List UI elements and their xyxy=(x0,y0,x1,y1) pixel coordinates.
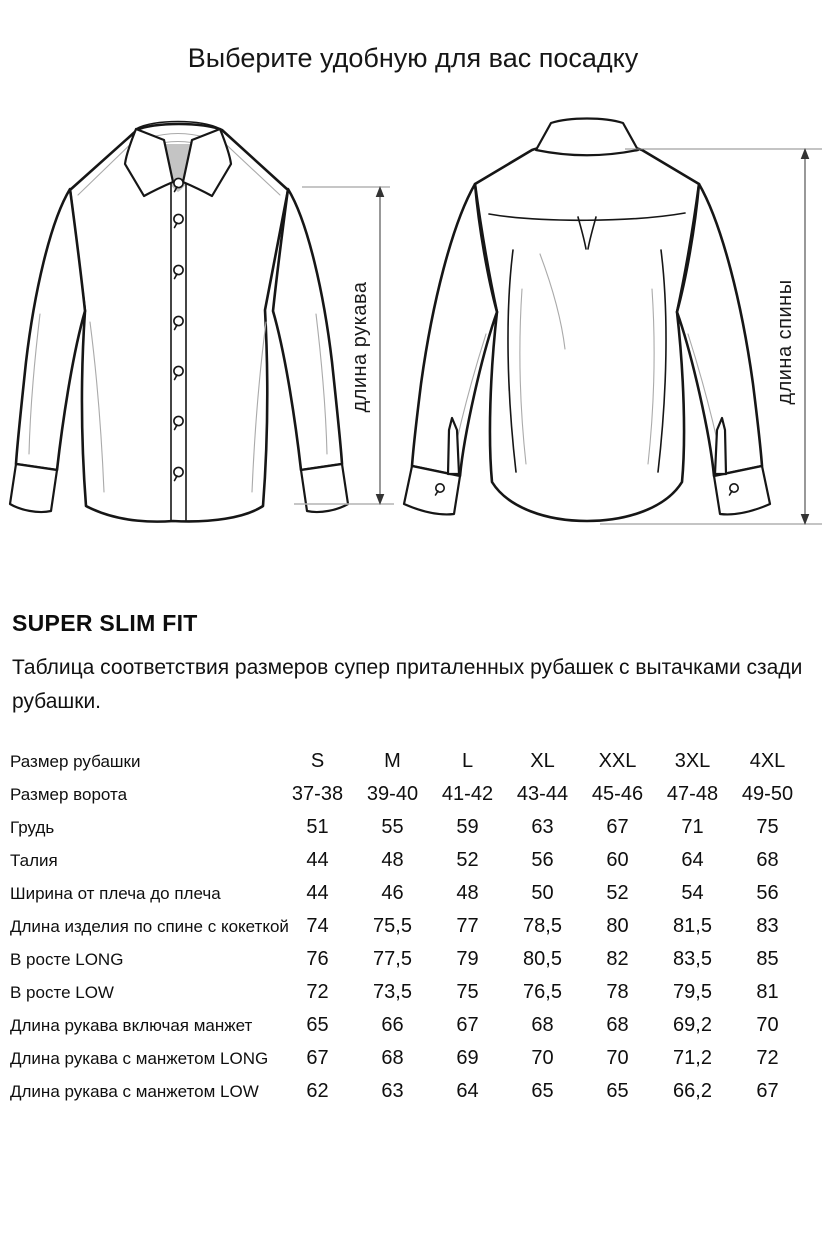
cell-value: 68 xyxy=(756,849,779,871)
cell-value: 65 xyxy=(531,1080,554,1102)
back-left-cuff-button xyxy=(436,484,444,492)
cell-value: 75,5 xyxy=(373,915,412,937)
back-length-label: длина спины xyxy=(774,279,796,405)
cell-value: 78,5 xyxy=(523,915,562,937)
row-label: Размер рубашки xyxy=(10,751,141,771)
cell-value: 77,5 xyxy=(373,948,412,970)
cell-value: 75 xyxy=(456,981,479,1003)
shirt-back-drawing xyxy=(404,119,770,522)
cell-value: 3XL xyxy=(674,750,711,772)
fit-heading: SUPER SLIM FIT xyxy=(12,610,198,636)
front-left-sleeve xyxy=(16,189,85,470)
cell-value: 82 xyxy=(606,948,629,970)
cell-value: 65 xyxy=(606,1080,629,1102)
cell-value: 69,2 xyxy=(673,1014,712,1036)
cell-value: 67 xyxy=(456,1014,479,1036)
cell-value: 52 xyxy=(456,849,479,871)
cell-value: 54 xyxy=(681,882,704,904)
cell-value: 60 xyxy=(606,849,629,871)
cell-value: 79,5 xyxy=(673,981,712,1003)
cell-value: 83 xyxy=(756,915,779,937)
sleeve-length-label: длина рукава xyxy=(349,281,371,413)
cell-value: XL xyxy=(530,750,555,772)
cell-value: 59 xyxy=(456,816,479,838)
cell-value: 68 xyxy=(606,1014,629,1036)
cell-value: M xyxy=(384,750,401,772)
size-guide-page xyxy=(0,42,826,1242)
table-row xyxy=(10,1009,805,1042)
cell-value: 71,2 xyxy=(673,1047,712,1069)
shirt-front-drawing xyxy=(10,122,348,522)
cell-value: 66,2 xyxy=(673,1080,712,1102)
cell-value: 64 xyxy=(681,849,704,871)
cell-value: 48 xyxy=(381,849,404,871)
fit-description: Таблица соответствия размеров супер приталенных рубашек с вытачками сзади рубашки. xyxy=(12,656,803,713)
cell-value: 39-40 xyxy=(366,783,419,805)
cell-value: 65 xyxy=(306,1014,329,1036)
cell-value: 44 xyxy=(306,882,329,904)
cell-value: 62 xyxy=(306,1080,329,1102)
table-row xyxy=(10,745,805,778)
cell-value: 68 xyxy=(531,1014,554,1036)
table-row xyxy=(10,778,805,811)
table-row xyxy=(10,1075,805,1108)
cell-value: 48 xyxy=(456,882,479,904)
row-label: Длина рукава включая манжет xyxy=(10,1015,253,1035)
cell-value: 73,5 xyxy=(373,981,412,1003)
cell-value: 80 xyxy=(606,915,629,937)
cell-value: 67 xyxy=(606,816,629,838)
cell-value: 76,5 xyxy=(523,981,562,1003)
table-row xyxy=(10,1042,805,1075)
table-row xyxy=(10,811,805,844)
front-right-sleeve xyxy=(273,189,342,470)
table-row xyxy=(10,877,805,910)
table-row xyxy=(10,943,805,976)
cell-value: 78 xyxy=(606,981,629,1003)
cell-value: 83,5 xyxy=(673,948,712,970)
cell-value: 50 xyxy=(531,882,554,904)
cell-value: 41-42 xyxy=(441,783,494,805)
cell-value: 67 xyxy=(756,1080,779,1102)
cell-value: 44 xyxy=(306,849,329,871)
cell-value: 43-44 xyxy=(516,783,569,805)
cell-value: 4XL xyxy=(749,750,786,772)
row-label: Длина рукава с манжетом LOW xyxy=(10,1081,259,1101)
row-label: Длина изделия по спине с кокеткой xyxy=(10,916,289,936)
table-row xyxy=(10,844,805,877)
size-table xyxy=(10,745,805,1108)
cell-value: 67 xyxy=(306,1047,329,1069)
cell-value: 56 xyxy=(756,882,779,904)
cell-value: 45-46 xyxy=(591,783,644,805)
row-label: Ширина от плеча до плеча xyxy=(10,883,221,903)
row-label: Длина рукава с манжетом LONG xyxy=(10,1048,269,1068)
cell-value: 63 xyxy=(381,1080,404,1102)
cell-value: XXL xyxy=(598,750,637,772)
cell-value: 77 xyxy=(456,915,479,937)
row-label: Грудь xyxy=(10,817,55,837)
row-label: Размер ворота xyxy=(10,784,128,804)
cell-value: 37-38 xyxy=(291,783,344,805)
cell-value: 69 xyxy=(456,1047,479,1069)
cell-value: 71 xyxy=(681,816,704,838)
cell-value: 49-50 xyxy=(741,783,794,805)
cell-value: S xyxy=(310,750,325,772)
front-right-cuff xyxy=(301,464,348,512)
cell-value: 70 xyxy=(756,1014,779,1036)
cell-value: 75 xyxy=(756,816,779,838)
cell-value: 81 xyxy=(756,981,779,1003)
back-right-cuff-button xyxy=(730,484,738,492)
row-label: Талия xyxy=(10,850,58,870)
page-title: Выберите удобную для вас посадку xyxy=(187,43,639,73)
cell-value: L xyxy=(461,750,474,772)
cell-value: 79 xyxy=(456,948,479,970)
cell-value: 85 xyxy=(756,948,779,970)
cell-value: 81,5 xyxy=(673,915,712,937)
cell-value: 63 xyxy=(531,816,554,838)
cell-value: 47-48 xyxy=(666,783,719,805)
row-label: В росте LOW xyxy=(10,982,114,1002)
front-left-cuff xyxy=(10,464,57,512)
cell-value: 70 xyxy=(531,1047,554,1069)
back-collar xyxy=(536,119,638,156)
shirt-diagrams xyxy=(0,104,826,554)
cell-value: 55 xyxy=(381,816,404,838)
cell-value: 74 xyxy=(306,915,329,937)
cell-value: 46 xyxy=(381,882,404,904)
cell-value: 51 xyxy=(306,816,329,838)
cell-value: 52 xyxy=(606,882,629,904)
cell-value: 72 xyxy=(756,1047,779,1069)
row-label: В росте LONG xyxy=(10,949,124,969)
cell-value: 66 xyxy=(381,1014,404,1036)
cell-value: 76 xyxy=(306,948,329,970)
table-row xyxy=(10,976,805,1009)
cell-value: 64 xyxy=(456,1080,479,1102)
table-row xyxy=(10,910,805,943)
cell-value: 68 xyxy=(381,1047,404,1069)
cell-value: 72 xyxy=(306,981,329,1003)
cell-value: 70 xyxy=(606,1047,629,1069)
shirt-technical-drawing xyxy=(0,104,826,554)
cell-value: 56 xyxy=(531,849,554,871)
cell-value: 80,5 xyxy=(523,948,562,970)
